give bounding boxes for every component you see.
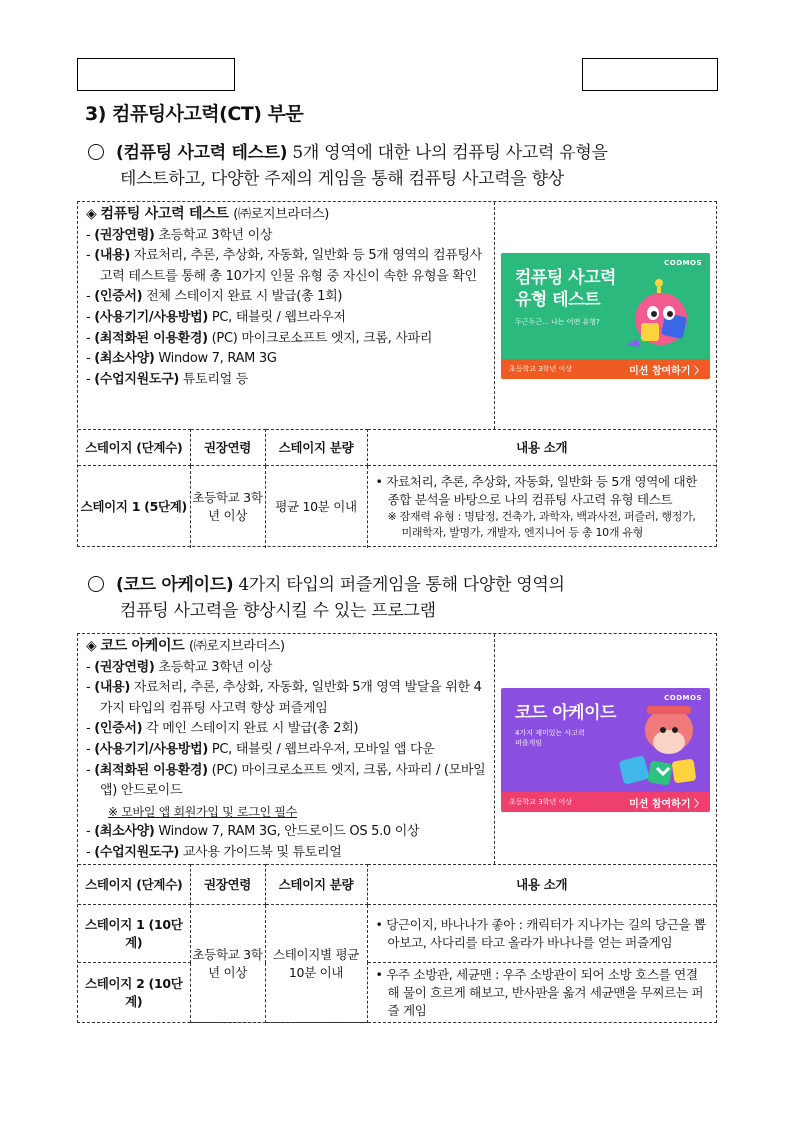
stage-description-text: • 자료처리, 추론, 추상화, 자동화, 일반화 등 5개 영역에 대한 종합 분석을 바탕으로 나의 컴퓨팅 사고력 유형 테스트: [376, 473, 709, 509]
stage-duration: 스테이지별 평균 10분 이내: [265, 905, 367, 1023]
program2-item: - (권장연령) 초등학교 3학년 이상: [86, 658, 486, 679]
diamond-bullet-icon: ◈: [86, 638, 97, 654]
circle-bullet-icon: [88, 576, 104, 592]
stage-name: 스테이지 1 (5단계): [78, 466, 190, 548]
program1-intro-title: (컴퓨팅 사고력 테스트): [116, 143, 288, 163]
stage-name: 스테이지 2 (10단계): [78, 963, 190, 1023]
program1-detail-list: [86, 226, 486, 391]
banner-subtitle: 두근두근... 나는 어떤 유형?: [515, 318, 600, 326]
table-header-stage: 스테이지 (단계수): [78, 865, 190, 905]
program2-item: - (내용) 자료처리, 추론, 추상화, 자동화, 일반화 5개 영역 발달을 위한 4가지 타입의 컴퓨팅 사고력 향상 퍼즐게임: [86, 678, 486, 719]
program2-item: - (수업지원도구) 교사용 가이드북 및 튜토리얼: [86, 843, 486, 864]
table-header-description: 내용 소개: [367, 865, 716, 905]
banner-title: 컴퓨팅 사고력 유형 테스트: [515, 268, 616, 310]
program1-item: - (최소사양) Window 7, RAM 3G: [86, 349, 486, 370]
program2-detail-list: [86, 658, 486, 802]
mission-join-button[interactable]: 미션 참여하기 〉: [629, 799, 704, 810]
banner-brand: CODMOS: [664, 694, 702, 702]
program1-stage-table: [78, 429, 716, 548]
program1-banner-image[interactable]: [501, 253, 710, 379]
program2-info: [78, 634, 495, 864]
character-illustration-icon: [621, 275, 701, 355]
stage-description-text: • 우주 소방관, 세균맨 : 우주 소방관이 되어 소방 호스를 연결해 물이 흐르게 해보고, 반사판을 옮겨 세균맨을 무찌르는 퍼즐 게임: [376, 966, 709, 1020]
program2-intro: [88, 572, 728, 624]
table-header-description: 내용 소개: [367, 430, 716, 466]
table-header-age: 권장연령: [190, 865, 265, 905]
section-title: 3) 컴퓨팅사고력(CT) 부문: [85, 103, 304, 125]
banner-brand: CODMOS: [664, 259, 702, 267]
program1-item: - (인증서) 전체 스테이지 완료 시 발급(총 1회): [86, 287, 486, 308]
stage-description-note: ※ 잠재력 유형 : 명탐정, 건축가, 과학자, 백과사전, 퍼즐러, 행정가, 미래학자, 발명가, 개발자, 엔지니어 등 총 10개 유형: [387, 509, 696, 539]
table-row: [78, 905, 716, 963]
table-row: [78, 963, 716, 1023]
banner-strip: [501, 792, 710, 812]
program2-item: - (인증서) 각 메인 스테이지 완료 시 발급(총 2회): [86, 719, 486, 740]
program1-info: [78, 202, 495, 429]
program1-box: [77, 201, 717, 547]
program2-item: - (최소사양) Window 7, RAM 3G, 안드로이드 OS 5.0 이상: [86, 822, 486, 843]
table-header-duration: 스테이지 분량: [265, 430, 367, 466]
table-header-age: 권장연령: [190, 430, 265, 466]
program2-item: - (최적화된 이용환경) (PC) 마이크로소프트 엣지, 크롬, 사파리 / (모바일앱) 안드로이드: [86, 761, 486, 802]
program2-detail-list-cont: [86, 822, 486, 863]
circle-bullet-icon: [88, 144, 104, 160]
program1-intro: [88, 140, 728, 192]
program1-item: - (수업지원도구) 튜토리얼 등: [86, 370, 486, 391]
program2-company: (㈜로지브라더스): [188, 639, 285, 654]
header-blank-box-left: [77, 58, 235, 91]
diamond-bullet-icon: ◈: [86, 206, 97, 222]
stage-age: 초등학교 3학년 이상: [190, 466, 265, 548]
banner-grade: 초등학교 3학년 이상: [509, 798, 572, 806]
banner-subtitle: 4가지 재미있는 사고력 퍼즐게임: [515, 729, 585, 747]
header-blank-box-right: [582, 58, 718, 91]
program2-box: [77, 633, 717, 1023]
program2-intro-title: (코드 아케이드): [116, 575, 234, 595]
program2-name: 코드 아케이드: [100, 638, 185, 654]
banner-strip: [501, 359, 710, 379]
program2-heading: [86, 636, 486, 658]
table-header-duration: 스테이지 분량: [265, 865, 367, 905]
program1-heading: [86, 204, 486, 226]
mission-join-button[interactable]: 미션 참여하기 〉: [629, 366, 704, 377]
stage-description: [367, 963, 716, 1023]
program2-stage-table: [78, 864, 716, 1023]
program1-item: - (내용) 자료처리, 추론, 추상화, 자동화, 일반화 등 5개 영역의 컴퓨팅사고력 테스트를 통해 총 10가지 인물 유형 중 자신이 속한 유형을 확인: [86, 246, 486, 287]
program1-item: - (사용기기/사용방법) PC, 태블릿 / 웹브라우저: [86, 308, 486, 329]
stage-age: 초등학교 3학년 이상: [190, 905, 265, 1023]
program2-intro-line2: 컴퓨팅 사고력을 향상시킬 수 있는 프로그램: [120, 601, 436, 621]
program1-intro-line1: 5개 영역에 대한 나의 컴퓨팅 사고력 유형을: [287, 143, 608, 163]
program2-item: - (사용기기/사용방법) PC, 태블릿 / 웹브라우저, 모바일 앱 다운: [86, 740, 486, 761]
banner-grade: 초등학교 3학년 이상: [509, 365, 572, 373]
program1-name: 컴퓨팅 사고력 테스트: [100, 206, 229, 222]
table-row: [78, 466, 716, 548]
table-header-stage: 스테이지 (단계수): [78, 430, 190, 466]
program1-item: - (최적화된 이용환경) (PC) 마이크로소프트 엣지, 크롬, 사파리: [86, 329, 486, 350]
stage-description-text: • 당근이지, 바나나가 좋아 : 캐릭터가 지나가는 길의 당근을 뽑아보고, 사다리를 타고 올라가 바나나를 얻는 퍼즐게임: [376, 916, 709, 952]
program2-intro-line1: 4가지 타입의 퍼즐게임을 통해 다양한 영역의: [233, 575, 565, 595]
program1-intro-line2: 테스트하고, 다양한 주제의 게임을 통해 컴퓨팅 사고력을 향상: [120, 169, 564, 189]
stage-description: [367, 466, 716, 548]
program2-banner-image[interactable]: [501, 688, 710, 812]
stage-description: [367, 905, 716, 963]
character-illustration-icon: [611, 702, 707, 794]
stage-duration: 평균 10분 이내: [265, 466, 367, 548]
banner-title: 코드 아케이드: [515, 703, 616, 723]
stage-name: 스테이지 1 (10단계): [78, 905, 190, 963]
program1-company: (㈜로지브라더스): [233, 207, 330, 222]
program1-item: - (권장연령) 초등학교 3학년 이상: [86, 226, 486, 247]
program2-mobile-note: ※ 모바일 앱 회원가입 및 로그인 필수: [108, 804, 297, 819]
